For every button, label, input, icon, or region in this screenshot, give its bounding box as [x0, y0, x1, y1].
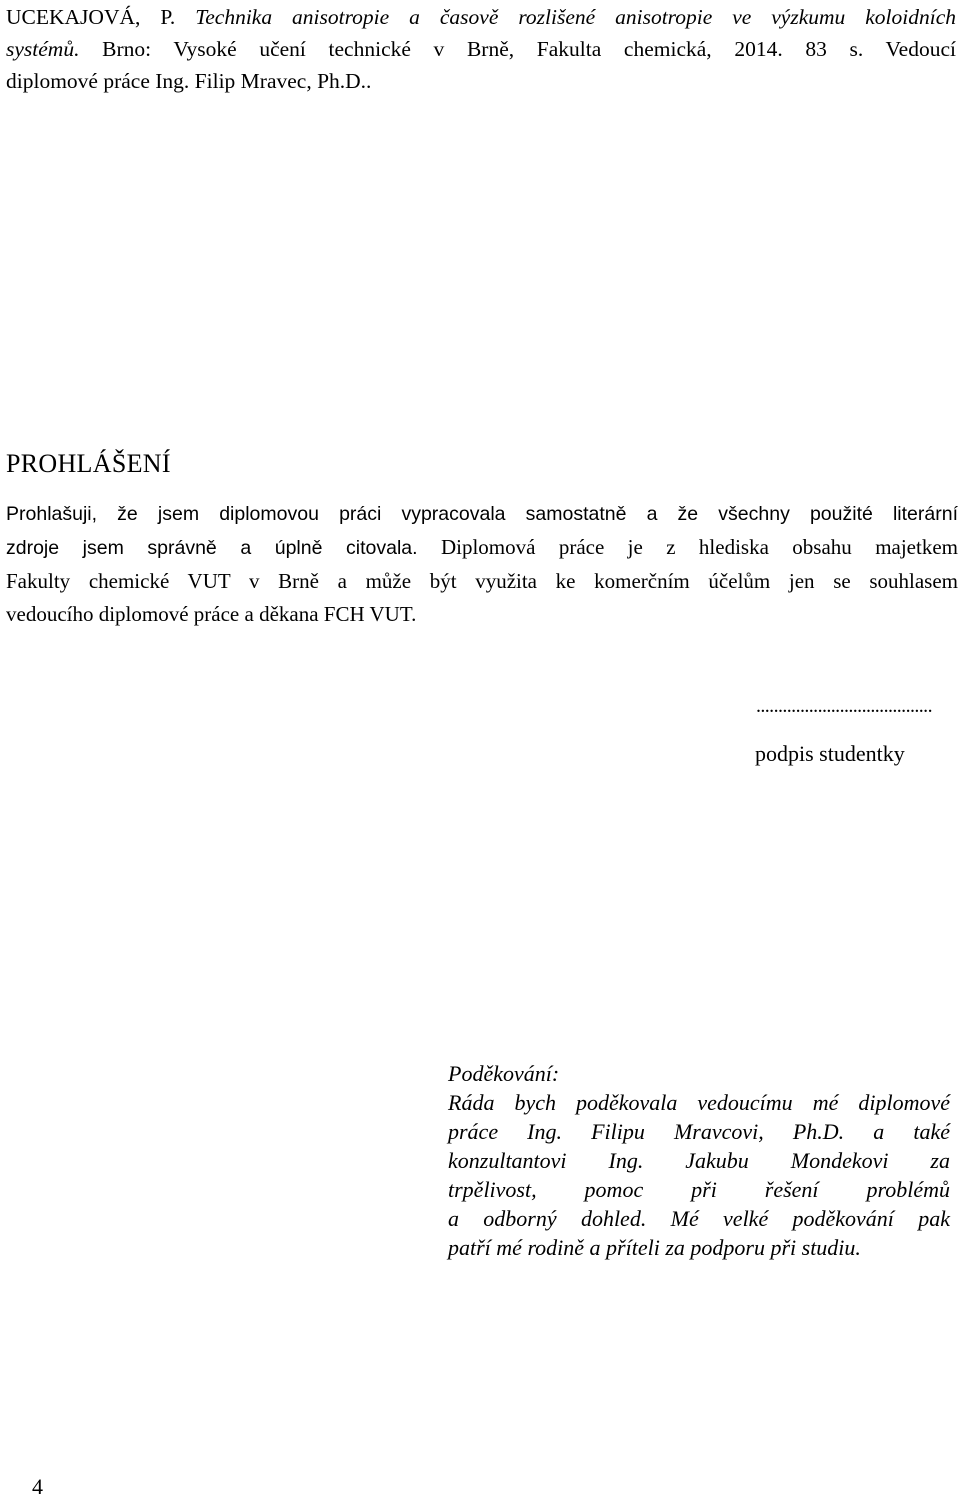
citation-publisher: Brno: Vysoké učení technické v Brně, Fakulta chemická, 2014. 83 s. Vedoucí [79, 37, 956, 61]
declaration-line-1: Prohlašuji, že jsem diplomovou práci vypracovala samostatně a že všechny použité literární [6, 503, 958, 525]
citation-author: UCEKAJOVÁ, P. [6, 5, 196, 29]
declaration-line-4: vedoucího diplomové práce a děkana FCH VUT. [6, 602, 417, 626]
acknowledgement-line: a odborný dohled. Mé velké poděkování pak [448, 1206, 950, 1231]
declaration-line-2 [6, 531, 958, 565]
bibliographic-citation [6, 1, 956, 97]
acknowledgement-line: práce Ing. Filipu Mravcovi, Ph.D. a také [448, 1119, 950, 1144]
acknowledgement-line: Ráda bych poděkovala vedoucímu mé diplomové [448, 1090, 950, 1115]
declaration-heading: PROHLÁŠENÍ [6, 449, 171, 478]
citation-line-3: diplomové práce Ing. Filip Mravec, Ph.D.. [6, 69, 372, 93]
declaration-text [6, 498, 958, 631]
acknowledgement-line: trpělivost, pomoc při řešení problémů [448, 1177, 950, 1202]
acknowledgement-title: Poděkování: [448, 1061, 560, 1086]
signature-label: podpis studentky [755, 741, 905, 766]
citation-title-part-2: systémů. [6, 37, 80, 61]
signature-line: ........................................ [755, 695, 932, 717]
declaration-line-2-serif: Diplomová práce je z hlediska obsahu majetkem [417, 535, 958, 559]
declaration-line-2-sans: zdroje jsem správně a úplně citovala. [6, 537, 418, 559]
acknowledgement [448, 1059, 950, 1262]
acknowledgement-line: konzultantovi Ing. Jakubu Mondekovi za [448, 1148, 950, 1173]
page-number: 4 [32, 1474, 43, 1499]
citation-line-2 [6, 33, 956, 65]
declaration-line-3: Fakulty chemické VUT v Brně a může být využita ke komerčním účelům jen se souhlasem [6, 569, 958, 593]
citation-line-1 [6, 1, 956, 33]
citation-title-part-1: Technika anisotropie a časově rozlišené anisotropie ve výzkumu koloidních [195, 5, 957, 29]
acknowledgement-line: patří mé rodině a příteli za podporu při studiu. [448, 1235, 861, 1260]
